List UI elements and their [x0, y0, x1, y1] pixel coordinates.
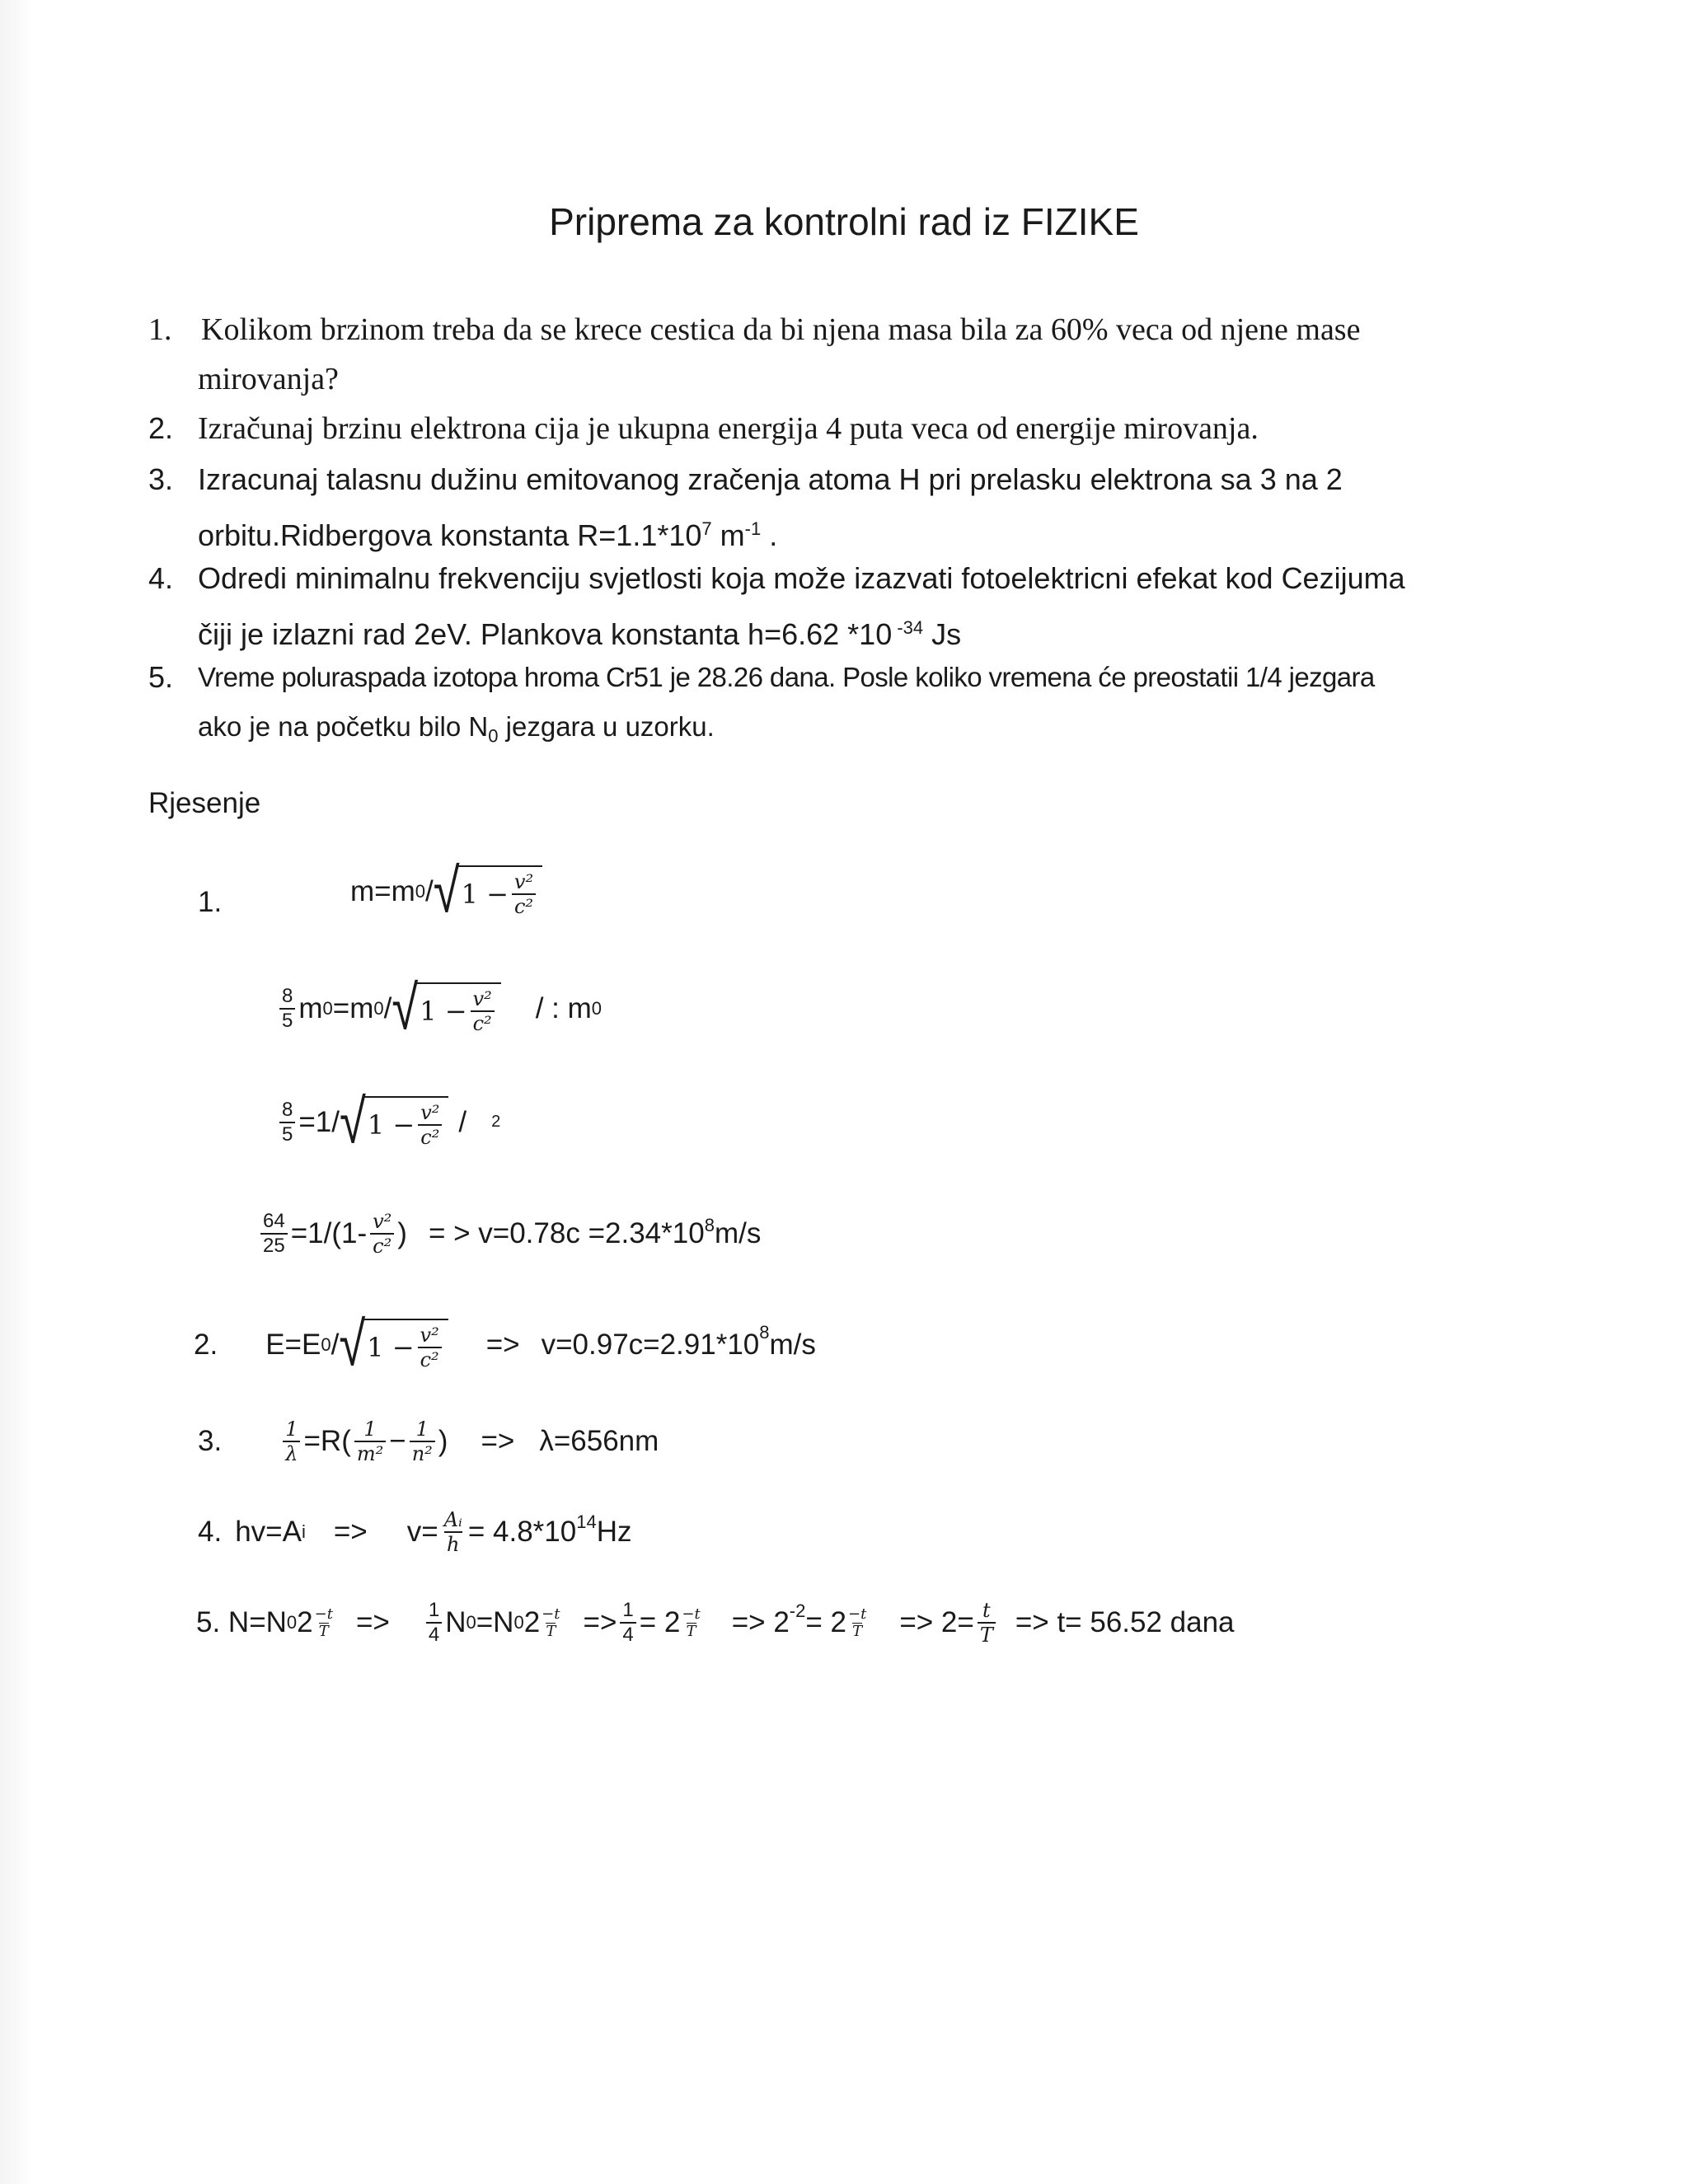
frac-num: v²: [472, 987, 492, 1010]
eq-text: N: [445, 1606, 467, 1638]
frac-den: n²: [410, 1441, 435, 1465]
unit: m/s: [769, 1329, 816, 1361]
frac-num: t: [554, 1605, 560, 1623]
exponent: 8: [704, 1215, 715, 1235]
question-text: orbitu.Ridbergova konstanta R=1.1*10: [198, 518, 702, 552]
frac-num: v²: [420, 1324, 439, 1347]
question-3: [0, 455, 1688, 504]
eq-text: hv=A: [235, 1516, 302, 1548]
subscript: 0: [321, 1334, 331, 1355]
question-1-cont: mirovanja?: [198, 362, 339, 396]
eq-text: =1/: [298, 1106, 340, 1138]
solution-4: [198, 1508, 632, 1556]
eq-result: λ=656nm: [539, 1425, 659, 1457]
eq-text: 2: [297, 1606, 313, 1638]
frac-num: 1: [428, 1599, 440, 1621]
solution-3: [198, 1418, 659, 1465]
exp-sign: −: [314, 1605, 327, 1623]
exponent: 2: [491, 1113, 501, 1131]
question-4-cont: [198, 603, 961, 659]
sqrt-symbol: √ 1 − $\frac{\text{v²}}{\text{c²}}$: [434, 865, 542, 918]
eq-result: = > v=0.78c =2.34*10: [428, 1217, 705, 1249]
question-text: Odredi minimalnu frekvenciju svjetlosti koja može izazvati fotoelektricni efekat kod Cezijuma: [198, 561, 1405, 595]
solution-1-eq2: [276, 973, 603, 1043]
unit: m: [711, 518, 745, 552]
frac-den: c²: [370, 1233, 394, 1258]
frac-num: v²: [373, 1210, 392, 1233]
subscript: 0: [591, 998, 603, 1019]
question-1: [0, 305, 1688, 354]
eq-text: = 2: [805, 1606, 846, 1638]
frac-num: 64: [263, 1210, 285, 1232]
eq-text: −: [389, 1425, 406, 1457]
page-title: Priprema za kontrolni rad iz FIZIKE: [549, 200, 1139, 243]
solution-1-eq1: [350, 856, 542, 926]
arrow: =>: [333, 1516, 368, 1548]
frac-den: 25: [260, 1233, 288, 1258]
eq-text: /: [383, 992, 392, 1024]
exponent: 7: [701, 518, 712, 539]
subscript: 0: [322, 998, 333, 1019]
exponent-fraction: [542, 1606, 560, 1640]
frac-num: t: [860, 1605, 867, 1623]
frac-den: h: [444, 1531, 462, 1556]
exponent-fraction: [848, 1606, 866, 1640]
eq-result: v=0.97c=2.91*10: [541, 1329, 760, 1361]
sqrt-symbol: √ 1 − $\frac{\text{v²}}{\text{c²}}$: [339, 1319, 448, 1371]
subscript: 0: [466, 1612, 476, 1633]
arrow: =>: [485, 1329, 520, 1361]
eq-text: m=m: [350, 875, 415, 907]
arrow: =>: [481, 1425, 515, 1457]
eq-text: =1/(1-: [290, 1217, 368, 1249]
eq-result: = 4.8*10: [467, 1516, 577, 1548]
eq-text: /: [425, 875, 434, 907]
solution-2: [194, 1310, 816, 1380]
question-5-cont: [198, 702, 715, 762]
arrow: => 2=: [899, 1606, 974, 1638]
question-number: 3.: [148, 462, 174, 496]
question-number: 5.: [148, 660, 174, 694]
eq-text: ): [397, 1217, 407, 1249]
subscript: 0: [415, 881, 425, 902]
arrow: =>: [583, 1606, 617, 1638]
arrow: => 2: [731, 1606, 790, 1638]
sqrt-symbol: √ 1 − $\frac{\text{v²}}{\text{c²}}$: [340, 1096, 448, 1149]
question-text: ako je na početku bilo N: [198, 711, 489, 742]
frac-den: c²: [512, 893, 536, 918]
subscript: 0: [373, 998, 384, 1019]
question-text: čiji je izlazni rad 2eV. Plankova konstanta h=6.62 *10: [198, 617, 893, 651]
exp-sign: −: [542, 1605, 555, 1623]
frac-num: Aᵢ: [443, 1508, 462, 1531]
exponent: -34: [892, 617, 924, 638]
question-4: [0, 554, 1688, 603]
unit: m/s: [714, 1217, 762, 1249]
subscript: 0: [488, 725, 499, 747]
question-3-cont: [198, 504, 777, 560]
frac-den: c²: [418, 1124, 442, 1149]
subscript: 0: [513, 1612, 524, 1633]
eq-text: m: [298, 992, 323, 1024]
frac-den: c²: [471, 1010, 495, 1035]
exponent: -2: [789, 1601, 806, 1621]
solution-number: 4.: [198, 1516, 223, 1548]
eq-text: ): [438, 1425, 448, 1457]
eq-text: 1 −: [420, 996, 467, 1027]
frac-den: T: [318, 1622, 329, 1640]
frac-den: T: [686, 1622, 696, 1640]
frac-num: t: [694, 1605, 701, 1623]
eq-text: =N: [476, 1606, 514, 1638]
eq-text: /: [331, 1329, 340, 1361]
exp-sign: −: [682, 1605, 695, 1623]
eq-text: / : m: [535, 992, 592, 1024]
sqrt-symbol: √ 1 − $\frac{\text{v²}}{\text{c²}}$: [392, 982, 500, 1035]
solution-5: [196, 1599, 1235, 1647]
frac-den: T: [852, 1622, 863, 1640]
eq-result: => t= 56.52 dana: [1015, 1606, 1235, 1638]
eq-text: =R(: [303, 1425, 351, 1457]
question-text: Kolikom brzinom treba da se krece cestica da bi njena masa bila za 60% veca od njene mase: [201, 312, 1361, 347]
frac-num: v²: [513, 870, 534, 893]
eq-text: /: [458, 1106, 467, 1138]
eq-text: = 2: [639, 1606, 681, 1638]
frac-den: m²: [354, 1441, 386, 1465]
arrow: =>: [355, 1606, 390, 1638]
question-text: jezgara u uzorku.: [498, 711, 715, 742]
exp-sign: −: [848, 1605, 861, 1623]
frac-num: t: [326, 1605, 333, 1623]
question-number: 4.: [148, 561, 174, 595]
solution-1-number: 1.: [198, 886, 223, 918]
subscript: 0: [286, 1612, 298, 1633]
question-5: [0, 653, 1688, 702]
solution-1-eq3: [276, 1087, 501, 1157]
frac-num: 1: [285, 1418, 298, 1441]
question-text: Vreme poluraspada izotopa hroma Cr51 je 28.26 dana. Posle koliko vremena će preostatii 1/4 jezgara: [198, 662, 1375, 692]
subscript: i: [301, 1521, 306, 1542]
frac-den: T: [546, 1622, 556, 1640]
solution-1-eq4: [257, 1210, 761, 1258]
frac-num: v²: [420, 1101, 440, 1124]
solution-heading: Rjesenje: [148, 787, 261, 819]
frac-num: 8: [282, 985, 293, 1007]
exponent: 8: [759, 1322, 770, 1343]
frac-den: c²: [418, 1347, 442, 1371]
eq-text: 2: [523, 1606, 541, 1638]
frac-num: t: [982, 1599, 991, 1622]
frac-den: 5: [279, 1008, 295, 1033]
eq-text: E=E: [265, 1329, 321, 1361]
punct: .: [761, 518, 778, 552]
frac-num: 1: [415, 1418, 429, 1441]
question-text: Izračunaj brzinu elektrona cija je ukupna energija 4 puta veca od energije mirovanja.: [198, 411, 1259, 446]
eq-text: =m: [332, 992, 374, 1024]
eq-text: 1 −: [367, 1332, 415, 1363]
unit: Js: [923, 617, 962, 651]
frac-den: 4: [426, 1622, 442, 1647]
eq-text: 1 −: [367, 1109, 415, 1141]
solution-number: 2.: [194, 1329, 218, 1361]
frac-den: T: [978, 1622, 996, 1647]
eq-text: 5. N=N: [196, 1606, 287, 1638]
frac-den: λ: [283, 1441, 300, 1465]
question-number: 2.: [148, 411, 174, 445]
frac-num: 1: [363, 1418, 377, 1441]
frac-num: 8: [282, 1099, 293, 1121]
solution-number: 3.: [198, 1425, 223, 1457]
exponent: -1: [744, 518, 762, 539]
question-2: [0, 404, 1688, 453]
frac-num: 1: [622, 1599, 634, 1621]
unit: Hz: [596, 1516, 632, 1548]
exponent-fraction: [315, 1606, 333, 1640]
question-number: 1.: [148, 312, 172, 347]
eq-text: 1 −: [461, 879, 509, 910]
exponent: 14: [576, 1511, 597, 1532]
frac-den: 4: [620, 1622, 635, 1647]
eq-text: v=: [406, 1516, 438, 1548]
frac-den: 5: [279, 1122, 295, 1146]
question-text: Izracunaj talasnu dužinu emitovanog zračenja atoma H pri prelasku elektrona sa 3 na 2: [198, 462, 1343, 496]
exponent-fraction: [682, 1606, 700, 1640]
